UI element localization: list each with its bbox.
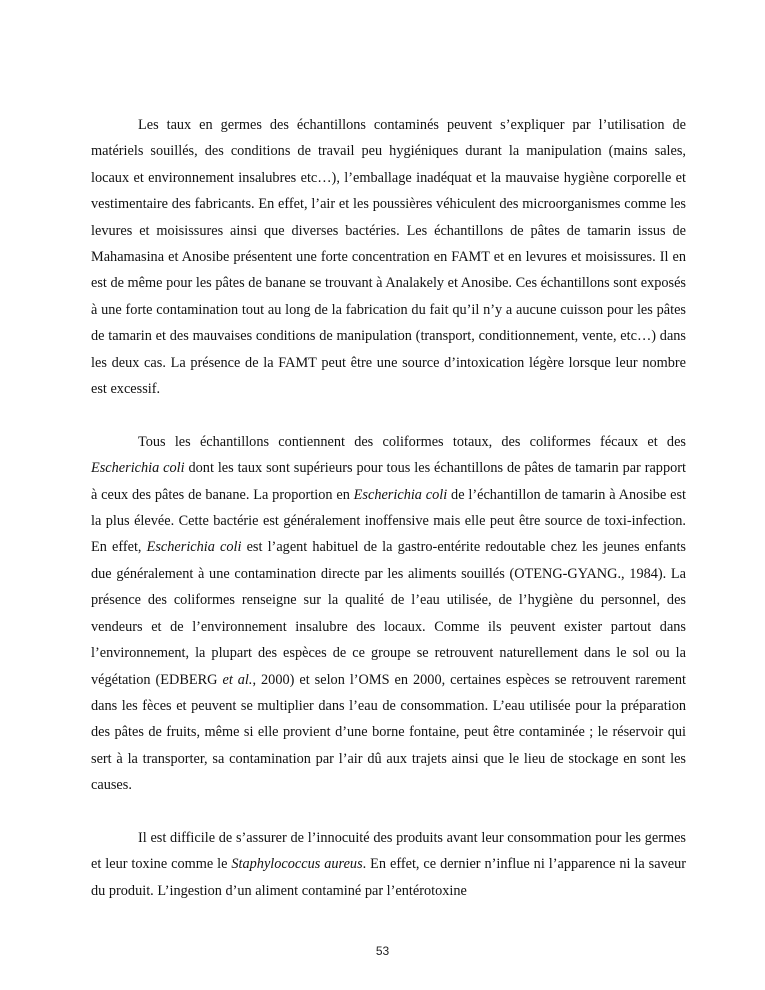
paragraph — [91, 429, 686, 799]
species-name: Escherichia coli — [91, 460, 185, 477]
text-run: de l’échantillon de tamarin à Anosibe est la plus élevée. Cette bactérie est généralement inoffensive mais elle peut être source de toxi-infection. En effet, — [91, 486, 686, 556]
species-name: Escherichia coli — [353, 486, 448, 503]
citation-et-al: et al. — [222, 671, 253, 688]
text-run: . En effet, ce dernier n’influe ni l’apparence ni la saveur du produit. L’ingestion d’un aliment contaminé par l’entérotoxine — [91, 856, 686, 899]
text-run: Il est difficile de s’assurer de l’innocuité des produits avant leur consommation pour les germes et leur toxine comme le — [91, 829, 686, 873]
document-body — [91, 112, 686, 904]
text-run: , 2000) et selon l’OMS en 2000, certaines espèces se retrouvent rarement dans les fèces et peuvent se multiplier dans l’eau de consommation. L’eau utilisée pour la préparation des pâtes de fruits, même si elle provient d’une borne fontaine, peut être contaminée ; le réservoir qui sert à la transporter, sa contamination par l’air dû aux trajets ainsi que le lieu de stockage en sont les causes. — [91, 671, 686, 794]
text-run: Tous les échantillons contiennent des coliformes totaux, des coliformes fécaux et des — [138, 433, 686, 450]
text-run: Les taux en germes des échantillons contaminés peuvent s’expliquer par l’utilisation de matériels souillés, des conditions de travail peu hygiéniques durant la manipulation (mains sales, locaux et environnement insalubres etc…), l’emballage inadéquat et la mauvaise hygiène corporelle et vestimentaire des fabricants. En effet, l’air et les poussières véhiculent des microorganismes comme les levures et moisissures ainsi que diverses bactéries. Les échantillons de pâtes de tamarin issus de Mahamasina et Anosibe présentent une forte concentration en FAMT et en levures et moisissures. Il en est de même pour les pâtes de banane se trouvant à Analakely et Anosibe. Ces échantillons sont exposés à une forte contamination tout au long de la fabrication du fait qu’il n’y a aucune cuisson pour les pâtes de tamarin et des mauvaises conditions de manipulation (transport, conditionnement, vente, etc…) dans les deux cas. La présence de la FAMT peut être une source d’intoxication légère lorsque leur nombre est excessif. — [91, 117, 686, 398]
page-number: 53 — [375, 944, 390, 958]
paragraph — [91, 825, 686, 904]
species-name: Staphylococcus aureus — [231, 856, 363, 873]
text-run: est l’agent habituel de la gastro-entérite redoutable chez les jeunes enfants due généralement à une contamination directe par les aliments souillés (OTENG-GYANG., 1984). La présence des coliformes renseigne sur la qualité de l’eau utilisée, de l’hygiène du personnel, des vendeurs et de l’environnement insalubre des locaux. Comme ils peuvent exister partout dans l’environnement, la plupart des espèces de ce groupe se retrouvent naturellement dans le sol ou la végétation (EDBERG — [91, 539, 686, 688]
paragraph — [91, 112, 686, 402]
species-name: Escherichia coli — [146, 539, 242, 556]
text-run: dont les taux sont supérieurs pour tous les échantillons de pâtes de tamarin par rapport à ceux des pâtes de banane. La proportion en — [91, 460, 686, 503]
